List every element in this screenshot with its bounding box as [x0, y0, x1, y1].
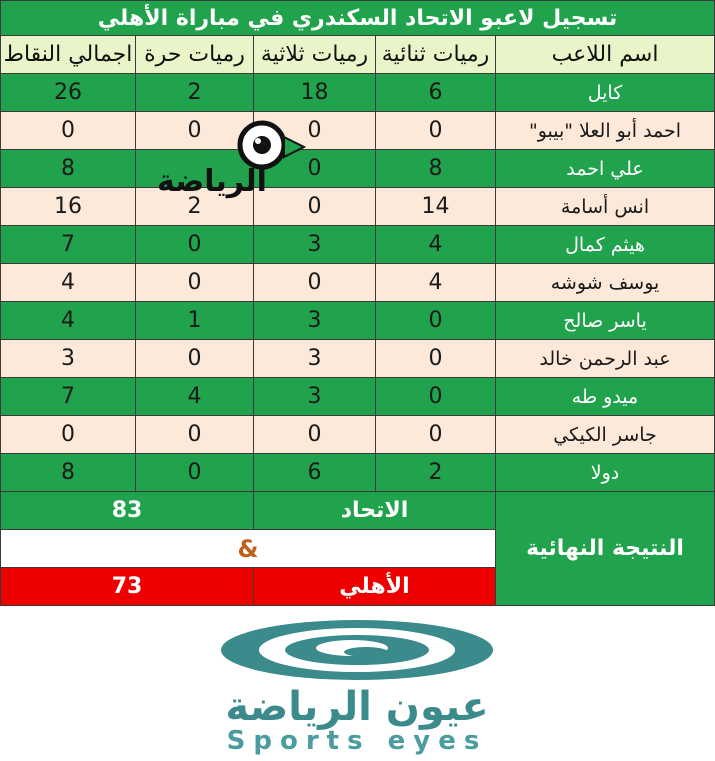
player-name: جاسر الكيكي [496, 416, 715, 454]
three-pointers-cell: 0 [254, 188, 376, 226]
score-separator: & [1, 530, 496, 568]
result-row-team1 [1, 492, 715, 530]
player-name: احمد أبو العلا "بيبو" [496, 112, 715, 150]
total-points-cell: 3 [1, 340, 136, 378]
player-name: كايل [496, 74, 715, 112]
player-row [1, 226, 715, 264]
total-points-cell: 0 [1, 416, 136, 454]
header-name: اسم اللاعب [496, 36, 715, 74]
three-pointers-cell: 0 [254, 150, 376, 188]
player-row [1, 340, 715, 378]
total-points-cell: 8 [1, 150, 136, 188]
three-pointers-cell: 6 [254, 454, 376, 492]
player-row [1, 416, 715, 454]
sports-eyes-logo [0, 612, 714, 761]
total-points-cell: 16 [1, 188, 136, 226]
logo-english-text: Sports eyes [226, 726, 488, 756]
player-name: يوسف شوشه [496, 264, 715, 302]
player-row [1, 112, 715, 150]
free-throws-cell: 0 [136, 226, 254, 264]
free-throws-cell: 0 [136, 454, 254, 492]
two-pointers-cell: 14 [376, 188, 496, 226]
player-row [1, 302, 715, 340]
team2-score: 73 [1, 568, 254, 606]
total-points-cell: 0 [1, 112, 136, 150]
player-name: ميدو طه [496, 378, 715, 416]
header-row [1, 36, 715, 74]
two-pointers-cell: 0 [376, 378, 496, 416]
three-pointers-cell: 0 [254, 416, 376, 454]
total-points-cell: 4 [1, 264, 136, 302]
three-pointers-cell: 3 [254, 340, 376, 378]
two-pointers-cell: 0 [376, 340, 496, 378]
player-name: انس أسامة [496, 188, 715, 226]
three-pointers-cell: 3 [254, 378, 376, 416]
two-pointers-cell: 2 [376, 454, 496, 492]
watermark-text: الرياضة [157, 164, 267, 199]
three-pointers-cell: 3 [254, 302, 376, 340]
two-pointers-cell: 0 [376, 112, 496, 150]
table-title: تسجيل لاعبو الاتحاد السكندري في مباراة الأهلي [1, 1, 715, 36]
player-row [1, 454, 715, 492]
player-name: دولا [496, 454, 715, 492]
free-throws-cell: 2 [136, 188, 254, 226]
player-name: علي احمد [496, 150, 715, 188]
player-row [1, 150, 715, 188]
free-throws-cell: 2 [136, 74, 254, 112]
player-row [1, 378, 715, 416]
free-throws-cell: 0 [136, 340, 254, 378]
player-name: ياسر صالح [496, 302, 715, 340]
header-free-throws: رميات حرة [136, 36, 254, 74]
eye-logo-icon [0, 612, 714, 692]
two-pointers-cell: 6 [376, 74, 496, 112]
total-points-cell: 7 [1, 378, 136, 416]
free-throws-cell: 0 [136, 416, 254, 454]
free-throws-cell: 4 [136, 378, 254, 416]
three-pointers-cell: 0 [254, 112, 376, 150]
two-pointers-cell: 0 [376, 416, 496, 454]
header-total-points: اجمالي النقاط [1, 36, 136, 74]
final-result-label: النتيجة النهائية [496, 492, 715, 606]
total-points-cell: 4 [1, 302, 136, 340]
player-name: هيثم كمال [496, 226, 715, 264]
two-pointers-cell: 8 [376, 150, 496, 188]
team1-score: 83 [1, 492, 254, 530]
player-row [1, 188, 715, 226]
two-pointers-cell: 0 [376, 302, 496, 340]
two-pointers-cell: 4 [376, 226, 496, 264]
two-pointers-cell: 4 [376, 264, 496, 302]
team1-name: الاتحاد [254, 492, 496, 530]
free-throws-cell: 1 [136, 302, 254, 340]
total-points-cell: 26 [1, 74, 136, 112]
total-points-cell: 7 [1, 226, 136, 264]
player-name: عبد الرحمن خالد [496, 340, 715, 378]
three-pointers-cell: 0 [254, 264, 376, 302]
player-row [1, 264, 715, 302]
total-points-cell: 8 [1, 454, 136, 492]
player-row [1, 74, 715, 112]
header-two-pointers: رميات ثنائية [376, 36, 496, 74]
header-three-pointers: رميات ثلاثية [254, 36, 376, 74]
three-pointers-cell: 18 [254, 74, 376, 112]
free-throws-cell: 0 [136, 112, 254, 150]
free-throws-cell: 0 [136, 264, 254, 302]
alreyada-watermark [157, 115, 330, 199]
three-pointers-cell: 3 [254, 226, 376, 264]
logo-arabic-text: عيون الرياضة [225, 684, 489, 730]
team2-name: الأهلي [254, 568, 496, 606]
